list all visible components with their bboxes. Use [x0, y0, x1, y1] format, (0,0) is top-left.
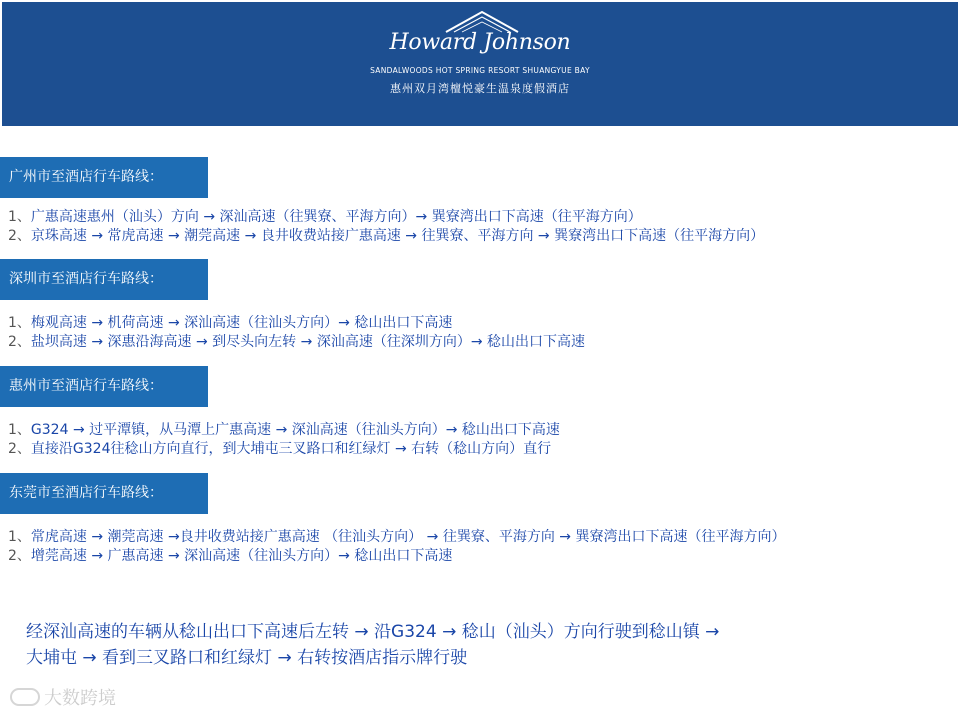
directions-note-line2: 大埔屯 → 看到三叉路口和红绿灯 → 右转按酒店指示牌行驶 [26, 648, 468, 668]
route-text: 常虎高速 → 潮莞高速 →良井收费站接广惠高速 （往汕头方向） → 往巽寮、平海方向 → 巽寮湾出口下高速（往平海方向） [30, 529, 786, 545]
watermark-logo-icon [10, 688, 40, 706]
route-item [8, 440, 551, 458]
route-text: 直接沿G324往稔山方向直行，到大埔屯三叉路口和红绿灯 → 右转（稔山方向）直行 [30, 441, 552, 457]
watermark-text: 大数跨境 [44, 688, 116, 709]
directions-note-line1: 经深汕高速的车辆从稔山出口下高速后左转 → 沿G324 → 稔山（汕头）方向行驶到稔山镇 → [26, 622, 720, 642]
route-number: 1、 [8, 529, 31, 545]
route-number: 1、 [8, 315, 31, 331]
section-label-dongguan: 东莞市至酒店行车路线： [0, 473, 208, 514]
route-number: 2、 [8, 228, 31, 244]
route-item [8, 333, 585, 351]
brand-name: Howard Johnson [389, 30, 571, 55]
route-item [8, 528, 785, 546]
route-text: 京珠高速 → 常虎高速 → 潮莞高速 → 良井收费站接广惠高速 → 往巽寮、平海方向 → 巽寮湾出口下高速（往平海方向） [30, 228, 765, 244]
brand-subtitle: SANDALWOODS HOT SPRING RESORT SHUANGYUE BAY [370, 66, 590, 75]
route-text: 增莞高速 → 广惠高速 → 深汕高速（往汕头方向）→ 稔山出口下高速 [30, 548, 453, 564]
route-number: 1、 [8, 422, 31, 438]
section-label-huizhou: 惠州市至酒店行车路线： [0, 366, 208, 407]
section-label-shenzhen: 深圳市至酒店行车路线： [0, 259, 208, 300]
route-item [8, 547, 452, 565]
route-number: 2、 [8, 548, 31, 564]
section-label-guangzhou: 广州市至酒店行车路线： [0, 157, 208, 198]
route-item [8, 314, 452, 332]
route-text: 梅观高速 → 机荷高速 → 深汕高速（往汕头方向）→ 稔山出口下高速 [30, 315, 453, 331]
route-number: 2、 [8, 334, 31, 350]
route-item [8, 421, 560, 439]
watermark [10, 684, 116, 710]
route-text: G324 → 过平潭镇，从马潭上广惠高速 → 深汕高速（往汕头方向）→ 稔山出口下高速 [30, 422, 560, 438]
route-number: 2、 [8, 441, 31, 457]
route-item [8, 227, 764, 245]
route-item [8, 208, 642, 226]
route-number: 1、 [8, 209, 31, 225]
hotel-chinese-name: 惠州双月湾檀悦豪生温泉度假酒店 [390, 82, 570, 95]
route-text: 盐坝高速 → 深惠沿海高速 → 到尽头向左转 → 深汕高速（往深圳方向）→ 稔山出口下高速 [30, 334, 585, 350]
route-text: 广惠高速惠州（汕头）方向 → 深汕高速（往巽寮、平海方向）→ 巽寮湾出口下高速（往平海方向） [30, 209, 642, 225]
